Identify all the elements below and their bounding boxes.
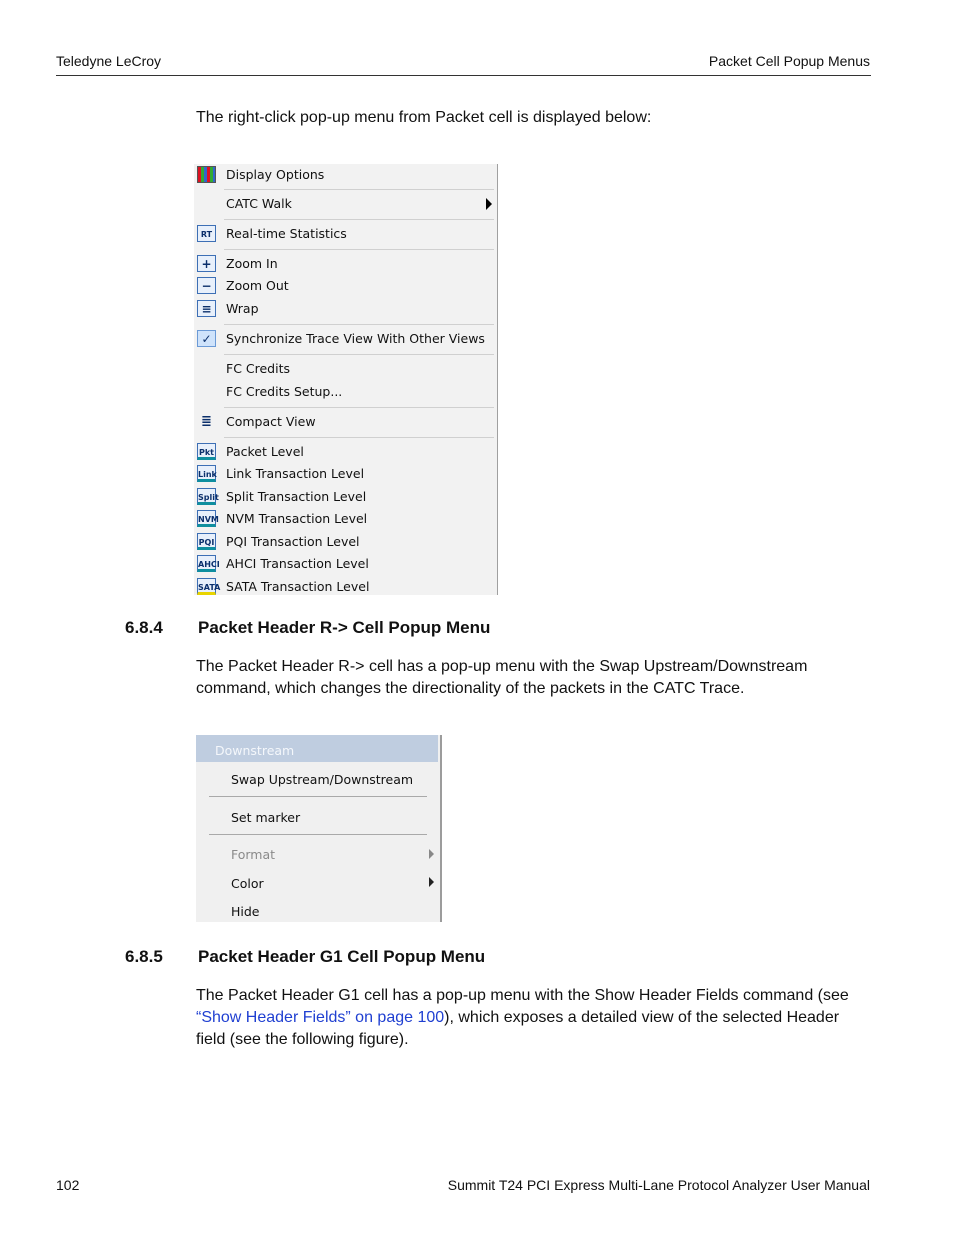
menu-item-display-options[interactable]: Display Options	[194, 164, 497, 186]
menu-item-hide[interactable]: Hide	[231, 904, 260, 919]
menu-item-zoom-out[interactable]: − Zoom Out	[194, 275, 497, 297]
menu-item-split-transaction-level[interactable]: Split Split Transaction Level	[198, 489, 367, 504]
menu-item-synchronize-trace-view[interactable]: ✓ Synchronize Trace View With Other Views	[194, 328, 497, 350]
menu-separator	[224, 324, 494, 325]
show-header-fields-link[interactable]: “Show Header Fields” on page 100	[196, 1009, 445, 1026]
packet-header-r-popup-menu	[196, 735, 442, 922]
menu-separator	[224, 249, 494, 250]
nvm-icon: NVM	[197, 510, 216, 527]
header-left: Teledyne LeCroy	[56, 53, 162, 69]
menu-item-zoom-in[interactable]: + Zoom In	[194, 253, 497, 275]
submenu-arrow-icon	[429, 877, 434, 887]
zoom-out-icon: −	[197, 277, 216, 294]
header-right: Packet Cell Popup Menus	[708, 53, 870, 69]
sata-icon: SATA	[197, 578, 216, 595]
menu-item-realtime-statistics[interactable]: RT Real-time Statistics	[194, 223, 497, 245]
menu-item-packet-level[interactable]: Pkt Packet Level	[198, 444, 304, 459]
page-number: 102	[56, 1177, 80, 1193]
wrap-icon: ≡	[197, 300, 216, 317]
check-icon: ✓	[197, 330, 216, 347]
menu-separator	[224, 219, 494, 220]
menu-item-color[interactable]: Color	[231, 876, 264, 891]
zoom-in-icon: +	[197, 255, 216, 272]
menu-item-set-marker[interactable]: Set marker	[231, 810, 301, 825]
intro-text: The right-click pop-up menu from Packet cell is displayed below:	[196, 109, 652, 126]
menu-separator	[224, 407, 494, 408]
menu-item-format[interactable]: Format	[231, 847, 276, 862]
section-heading-685: 6.8.5 Packet Header G1 Cell Popup Menu	[125, 947, 486, 966]
header-rule	[56, 75, 871, 76]
ahci-icon: AHCI	[197, 555, 216, 572]
menu-separator	[224, 189, 494, 190]
submenu-arrow-icon	[429, 849, 434, 859]
menu-separator	[224, 437, 494, 438]
menu-title-bar: Downstream	[196, 735, 438, 762]
pkt-icon: Pkt	[197, 443, 216, 460]
menu-item-link-transaction-level[interactable]: Link Link Transaction Level	[198, 466, 365, 481]
section-heading-684: 6.8.4 Packet Header R-> Cell Popup Menu	[125, 618, 491, 637]
packet-cell-popup-menu	[194, 164, 498, 595]
footer-title: Summit T24 PCI Express Multi-Lane Protocol Analyzer User Manual	[447, 1177, 870, 1193]
menu-separator	[209, 834, 427, 835]
menu-item-sata-transaction-level[interactable]: SATA SATA Transaction Level	[198, 579, 370, 594]
menu-item-nvm-transaction-level[interactable]: NVM NVM Transaction Level	[198, 511, 368, 526]
menu-item-wrap[interactable]: ≡ Wrap	[194, 298, 497, 320]
split-icon: Split	[197, 488, 216, 505]
menu-item-pqi-transaction-level[interactable]: PQI PQI Transaction Level	[198, 534, 360, 549]
display-options-icon	[197, 166, 216, 183]
compact-view-icon: ≣	[201, 414, 212, 429]
link-icon: Link	[197, 465, 216, 482]
menu-separator	[224, 354, 494, 355]
menu-item-compact-view[interactable]: ≣ Compact View	[194, 411, 497, 433]
submenu-arrow-icon	[486, 198, 492, 210]
section-684-text: The Packet Header R-> cell has a pop-up menu with the Swap Upstream/Downstream command, which changes the directionality of the packets in the CATC Trace.	[196, 658, 808, 697]
menu-item-ahci-transaction-level[interactable]: AHCI AHCI Transaction Level	[198, 556, 369, 571]
menu-item-fc-credits-setup[interactable]: FC Credits Setup...	[226, 384, 343, 399]
menu-item-fc-credits[interactable]: FC Credits	[226, 361, 290, 376]
realtime-stats-icon: RT	[197, 225, 216, 242]
menu-item-catc-walk[interactable]: CATC Walk	[194, 193, 497, 215]
pqi-icon: PQI	[197, 533, 216, 550]
menu-item-swap-upstream-downstream[interactable]: Swap Upstream/Downstream	[231, 772, 414, 787]
section-685-text: The Packet Header G1 cell has a pop-up menu with the Show Header Fields command (see “Show Header Fields” on page 100), which exposes a detailed view of the selected Header field (see the following figure).	[196, 987, 849, 1048]
menu-separator	[209, 796, 427, 797]
